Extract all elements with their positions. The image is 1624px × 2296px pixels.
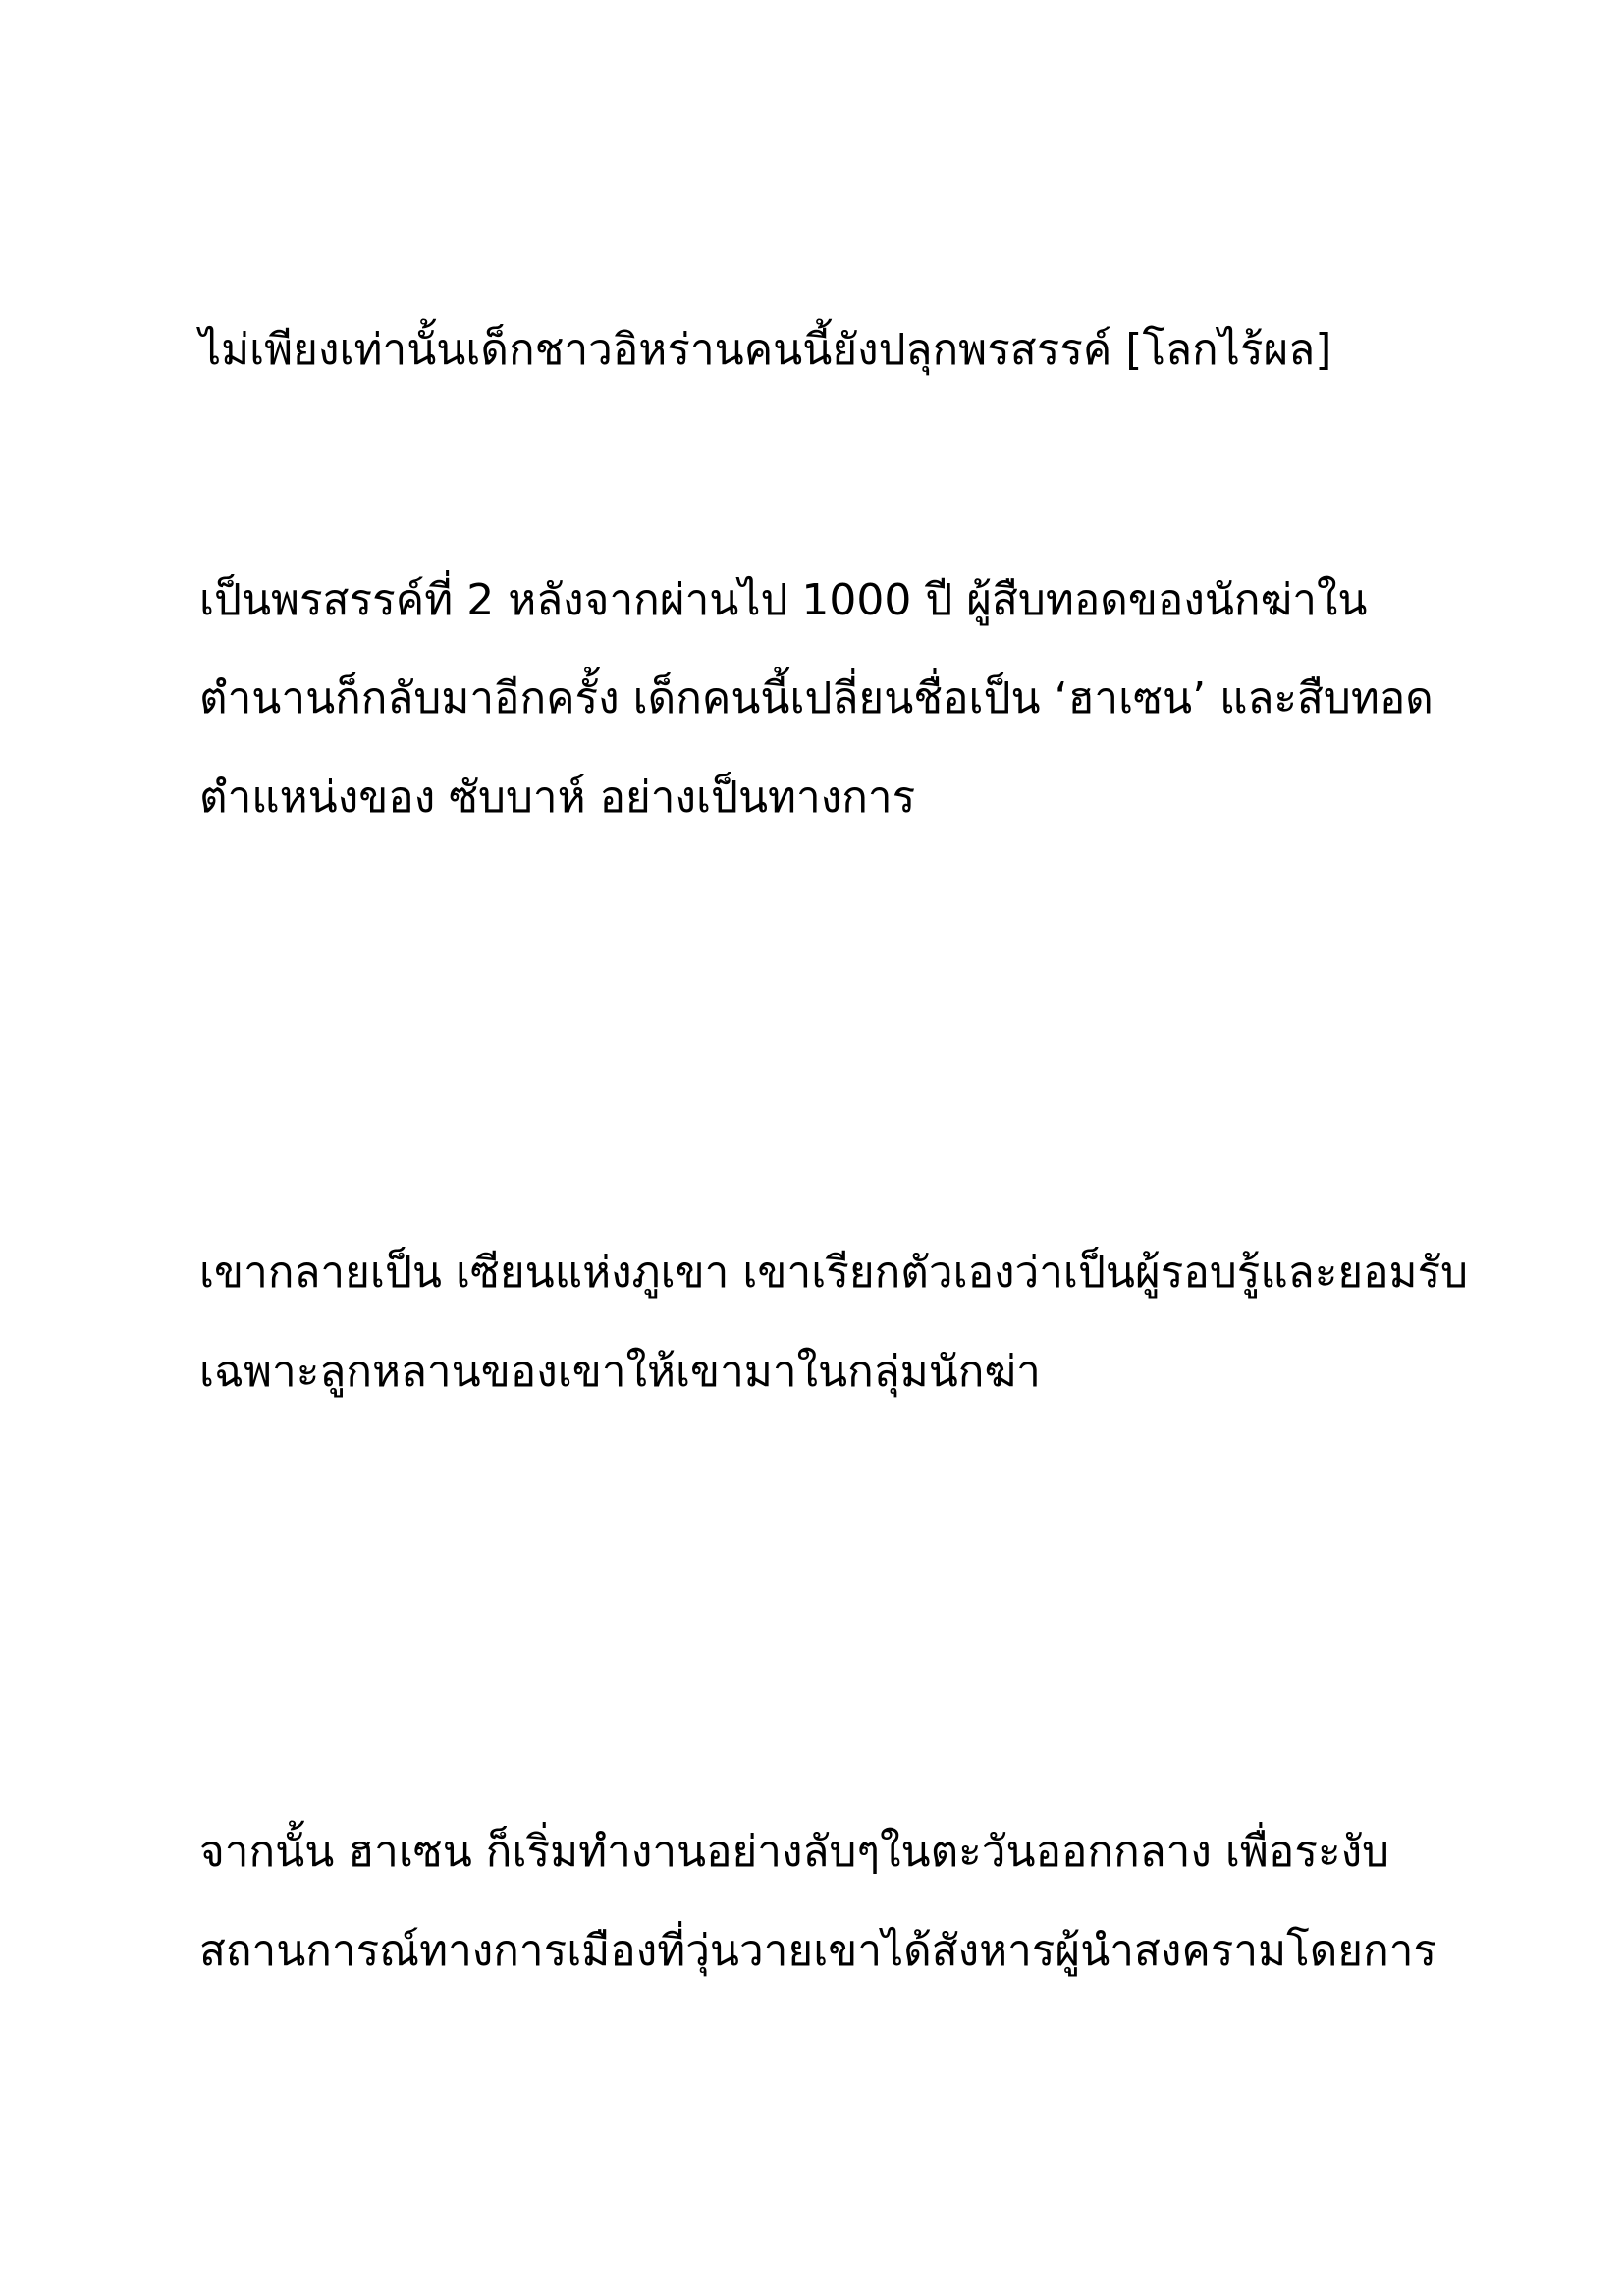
paragraph-3-line-2: เฉพาะลูกหลานของเขาให้เขามาในกลุ่มนักฆ่า xyxy=(199,1347,1041,1397)
paragraph-2-line-2: ตำนานก็กลับมาอีกครั้ง เด็กคนนี้เปลี่ยนชื่อเป็น ‘ฮาเซน’ และสืบทอด xyxy=(199,673,1434,723)
paragraph-4-line-1: จากนั้น ฮาเซน ก็เริ่มทำงานอย่างลับๆในตะวันออกกลาง เพื่อระงับ xyxy=(199,1827,1389,1877)
paragraph-1-line-1: ไม่เพียงเท่านั้นเด็กชาวอิหร่านคนนี้ยังปลุกพรสรรค์ [โลกไร้ผล] xyxy=(199,325,1332,375)
paragraph-4-line-2: สถานการณ์ทางการเมืองที่วุ่นวายเขาได้สังหารผู้นำสงครามโดยการ xyxy=(199,1926,1437,1976)
paragraph-2-line-3: ตำแหน่งของ ซับบาห์ อย่างเป็นทางการ xyxy=(199,773,916,823)
paragraph-3-line-1: เขากลายเป็น เซียนแห่งภูเขา เขาเรียกตัวเองว่าเป็นผู้รอบรู้และยอมรับ xyxy=(199,1248,1469,1298)
paragraph-2-line-1: เป็นพรสรรค์ที่ 2 หลังจากผ่านไป 1000 ปี ผู้สืบทอดของนักฆ่าใน xyxy=(199,575,1368,625)
